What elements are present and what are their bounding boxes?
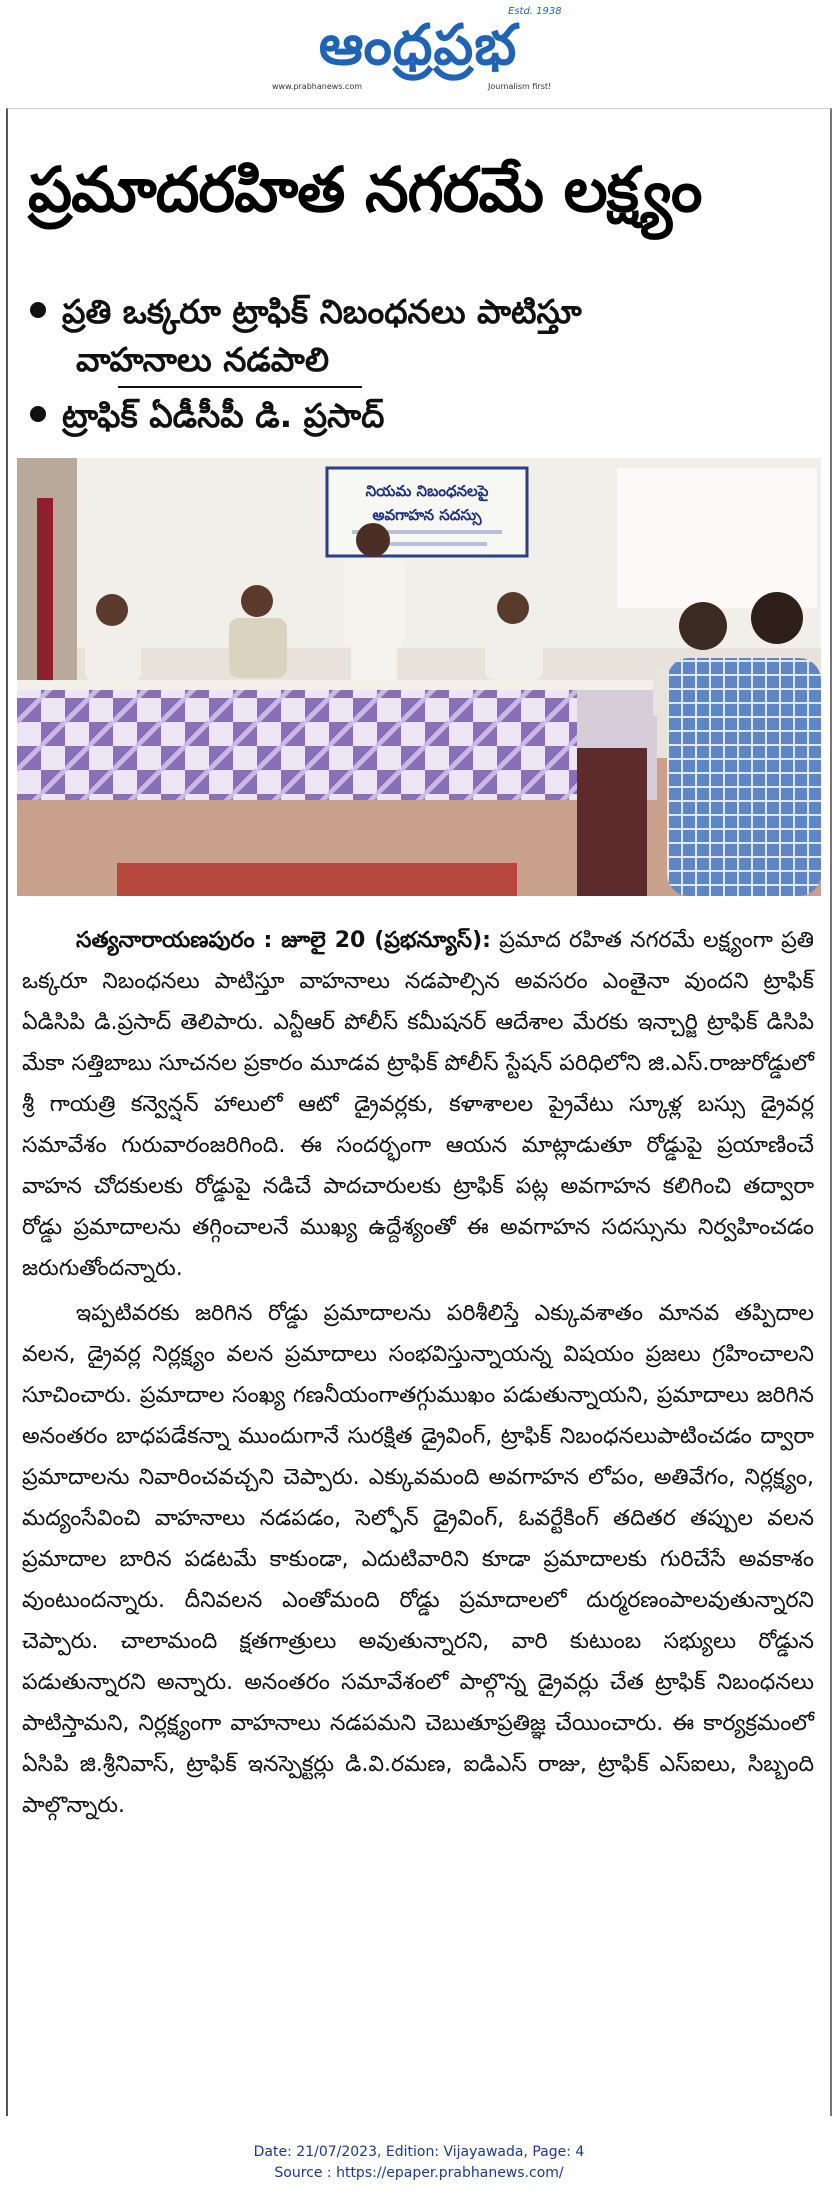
banner-line-2: అవగాహన సదస్సు (372, 506, 482, 524)
banner-line-1: నియమ నిబంధనలపై (365, 482, 489, 500)
bullet-icon (30, 406, 46, 422)
meeting-photo-illustration (17, 458, 821, 896)
article-headline: ప్రమాదరహిత నగరమే లక్ష్యం (28, 153, 702, 226)
subhead-2 (30, 396, 384, 443)
paragraph-1-text: ప్రమాద రహిత నగరమే లక్ష్యంగా ప్రతి ఒక్కరూ నిబంధనలు పాటిస్తూ వాహనాలు నడపాల్సిన అవసరం ఎంతైనా వుందని ట్రాఫిక్ ఏడిసిపి డి.ప్రసాద్ తెలిపారు. ఎన్టీఆర్ పోలీస్ కమీషనర్ ఆదేశాల మేరకు ఇన్చార్జి ట్రాఫిక్ డిసిపి మేకా సత్తిబాబు సూచనల ప్రకారం మూడవ ట్రాఫిక్ పోలీస్ స్టేషన్ పరిధిలోని జి.ఎస్.రాజురోడ్డులో శ్రీ గాయత్రి కన్వెన్షన్ హాలులో ఆటో డ్రైవర్లకు, కళాశాలల ప్రైవేటు స్కూళ్ల బస్సు డ్రైవర్ల సమావేశం గురువారంజరిగింది. ఈ సందర్భంగా ఆయన మాట్లాడుతూ రోడ్డుపై ప్రయాణించే వాహన చోదకులకు రోడ్డుపై నడిచే పాదచారులకు ట్రాఫిక్ పట్ల అవగాహన కలిగించి తద్వారా రోడ్డు ప్రమాదాలను తగ్గించాలనే ముఖ్య ఉద్దేశ్యంతో ఈ అవగాహన సదస్సును నిర్వహించడం జరుగుతోందన్నారు. (22, 928, 814, 1281)
tagline-label: Journalism first! (488, 82, 552, 91)
subhead-2-text: ట్రాఫిక్ ఏడీసీపీ డి. ప్రసాద్ (62, 396, 385, 435)
source-link[interactable]: Source : https://epaper.prabhanews.com/ (274, 2165, 564, 2181)
paragraph-2: ఇప్పటివరకు జరిగిన రోడ్డు ప్రమాదాలను పరిశీలిస్తే ఎక్కువశాతం మానవ తప్పిదాల వలన, డ్రైవర్ల నిర్లక్ష్యం వలన ప్రమాదాలు సంభవిస్తున్నాయన్న విషయం ప్రజలు గ్రహించాలని సూచించారు. ప్రమాదాల సంఖ్య గణనీయంగాతగ్గుముఖం పడుతున్నాయని, ప్రమాదాలు జరిగిన అనంతరం బాధపడేకన్నా ముందుగానే సురక్షిత డ్రైవింగ్, ట్రాఫిక్ నిబంధనలుపాటించడం ద్వారా ప్రమాదాలను నివారించవచ్చని చెప్పారు. ఎక్కువమంది అవగాహన లోపం, అతివేగం, నిర్లక్ష్యం, మద్యంసేవించి వాహనాలు నడపడం, సెల్ఫోన్ డ్రైవింగ్, ఓవర్టేకింగ్ తదితర తప్పుల వలన ప్రమాదాల బారిన పడటమే కాకుండా, ఎదుటివారిని కూడా ప్రమాదాలకు గురిచేసే అవకాశం వుంటుందన్నారు. దీనివలన ఎంతోమంది రోడ్డు ప్రమాదాలలో దుర్మరణంపాలవుతున్నారని చెప్పారు. చాలామంది క్షతగాత్రులు అవుతున్నారని, వారి కుటుంబ సభ్యులు రోడ్డున పడుతున్నారని అన్నారు. అనంతరం సమావేశంలో పాల్గొన్న డ్రైవర్లు చేత ట్రాఫిక్ నిబంధనలు పాటిస్తామని, నిర్లక్ష్యంగా వాహనాలు నడపమని చెబుతూప్రతిజ్ఞ చేయించారు. ఈ కార్యక్రమంలో ఏసిపి జి.శ్రీనివాస్, ట్రాఫిక్ ఇనస్పెక్టర్లు డి.వి.రమణ, ఐడిఎస్ రాజు, ట్రాఫిక్ ఎస్ఐలు, సిబ్బంది పాల్గొన్నారు. (22, 1301, 814, 1818)
bullet-icon (30, 302, 46, 318)
newspaper-logo (268, 6, 568, 86)
dateline: సత్యనారాయణపురం : జూలై 20 (ప్రభన్యూస్): (76, 928, 491, 953)
masthead (0, 0, 838, 100)
edition-info: Date: 21/07/2023, Edition: Vijayawada, Page: 4 (253, 2144, 585, 2160)
subhead-underline (118, 386, 362, 388)
subhead-1-text: ప్రతి ఒక్కరూ ట్రాఫిక్ నిబంధనలు పాటిస్తూ (62, 292, 582, 331)
paragraph-1 (22, 920, 814, 1289)
estd-label: Estd. 1938 (508, 6, 562, 17)
subhead-1-continued: వాహనాలు నడపాలి (76, 340, 330, 379)
footer (0, 2142, 838, 2184)
article-photo (17, 458, 821, 896)
logo-text: ఆంధ్రప్రభ (318, 13, 518, 78)
website-label: www.prabhanews.com (272, 82, 363, 91)
article-body (22, 920, 814, 1826)
subhead-1 (30, 292, 582, 339)
